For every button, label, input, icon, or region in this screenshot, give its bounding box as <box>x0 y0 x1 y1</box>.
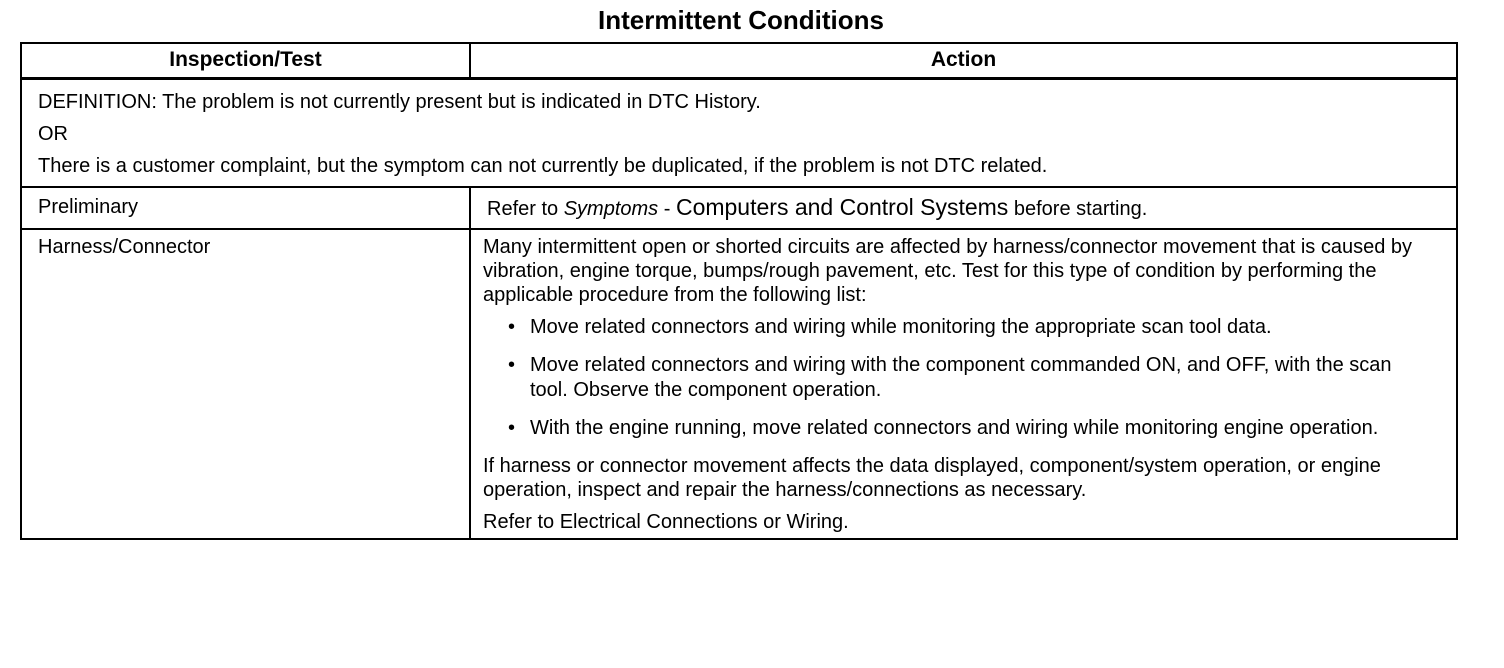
list-item <box>483 315 1444 340</box>
definition-cell <box>21 79 1457 188</box>
procedure-list <box>483 315 1444 441</box>
bullet-icon: • <box>508 417 516 439</box>
list-item-text: Move related connectors and wiring while monitoring the appropriate scan tool data. <box>530 316 1272 338</box>
definition-or: OR <box>38 123 68 145</box>
definition-alternate: There is a customer complaint, but the symptom can not currently be duplicated, if the problem is not DTC related. <box>38 155 1048 177</box>
action-refer: Refer to Electrical Connections or Wiring. <box>483 511 849 533</box>
action-intro: Many intermittent open or shorted circuits are affected by harness/connector movement that is caused by vibration, engine torque, bumps/rough pavement, etc. Test for this type of condition by performing the applicable procedure from the following list: <box>483 236 1412 306</box>
test-harness-connector: Harness/Connector <box>21 229 470 539</box>
list-item-text: Move related connectors and wiring with the component commanded ON, and OFF, with the scan tool. Observe the component operation. <box>530 354 1392 401</box>
intermittent-conditions-table <box>20 42 1458 540</box>
header-row <box>21 43 1457 79</box>
list-item-text: With the engine running, move related connectors and wiring while monitoring engine operation. <box>530 417 1379 439</box>
list-item <box>483 353 1444 403</box>
header-inspection-test: Inspection/Test <box>21 43 470 79</box>
action-suffix: before starting. <box>1008 198 1148 220</box>
header-action: Action <box>470 43 1457 79</box>
definition-row <box>21 79 1457 188</box>
test-preliminary: Preliminary <box>21 187 470 229</box>
table-row <box>21 229 1457 539</box>
action-preliminary <box>470 187 1457 229</box>
definition-text: DEFINITION: The problem is not currently present but is indicated in DTC History. <box>38 91 761 113</box>
action-followup: If harness or connector movement affects the data displayed, component/system operation, or engine operation, inspect and repair the harness/connections as necessary. <box>483 455 1381 501</box>
computers-control-systems-reference: Computers and Control Systems <box>675 194 1009 220</box>
list-item <box>483 416 1444 441</box>
action-separator: - <box>658 198 676 220</box>
symptoms-reference: Symptoms <box>563 198 659 220</box>
page-title: Intermittent Conditions <box>598 5 884 35</box>
bullet-icon: • <box>508 316 516 338</box>
action-harness-connector <box>470 229 1457 539</box>
action-prefix: Refer to <box>487 198 564 220</box>
table-row <box>21 187 1457 229</box>
bullet-icon: • <box>508 354 516 376</box>
